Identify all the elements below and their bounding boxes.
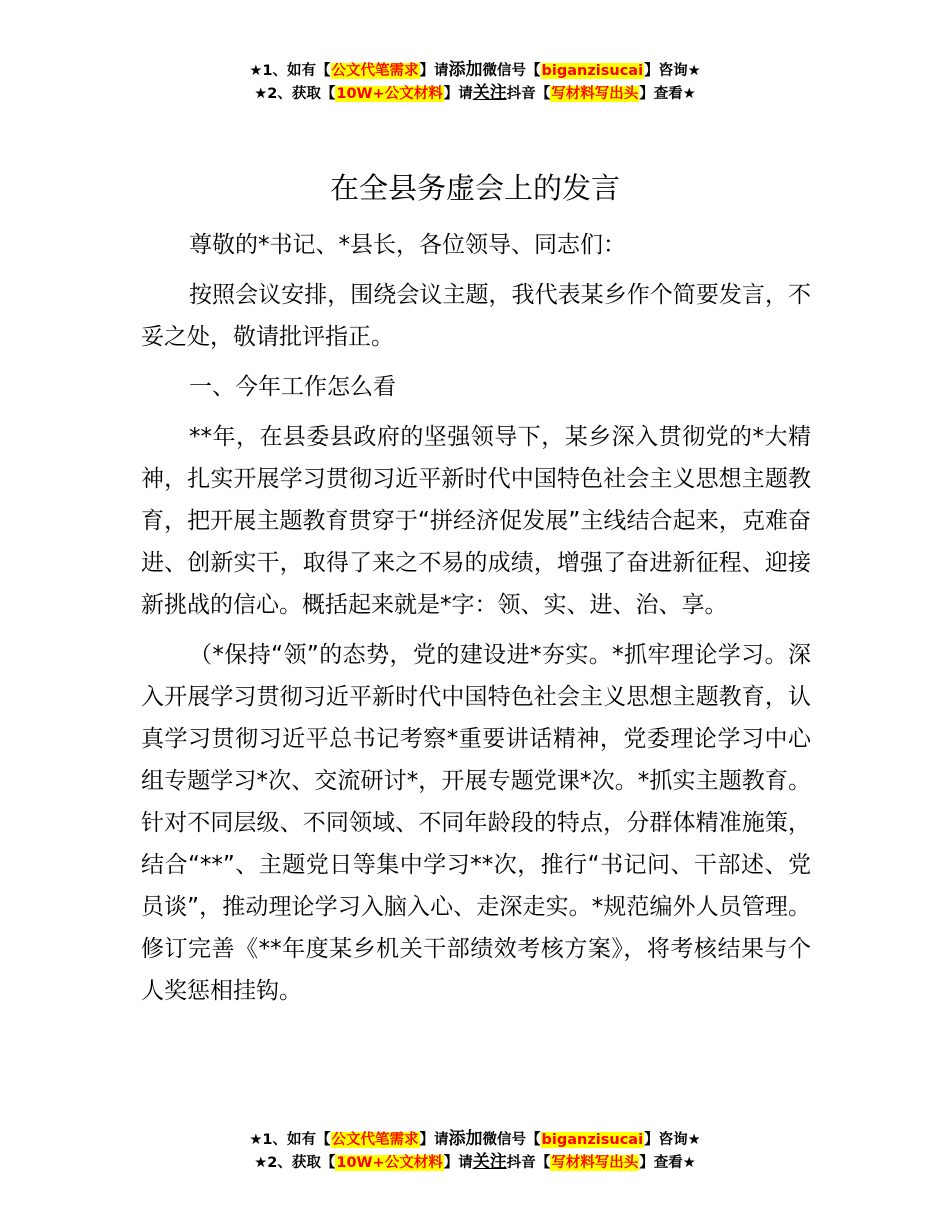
- banner-text: 】查看★: [639, 1155, 696, 1171]
- banner-highlight-douyin-account: 写材料写出头: [551, 86, 639, 102]
- body-paragraph: （*保持“领”的态势，党的建设进*夯实。*抓牢理论学习。深入开展学习贯彻习近平新时代中国特色社会主义思想主题教育，认真学习贯彻习近平总书记考察*重要讲话精神，党委理论学习中心组专题学习*次、交流研讨*，开展专题党课*次。*抓实主题教育。针对不同层级、不同领域、不同年龄段的特点，分群体精准施策，结合“**”、主题党日等集中学习**次，推行“书记问、干部述、党员谈”，推动理论学习入脑入心、走深走实。*规范编外人员管理。修订完善《**年度某乡机关干部绩效考核方案》，将考核结果与个人奖惩相挂钩。: [141, 642, 811, 1004]
- banner-text: 】请: [419, 63, 449, 79]
- document-body: [141, 224, 811, 1012]
- body-paragraph: **年，在县委县政府的坚强领导下，某乡深入贯彻党的*大精神，扎实开展学习贯彻习近平新时代中国特色社会主义思想主题教育，把开展主题教育贯穿于“拼经济促发展”主线结合起来，克难奋进、创新实干，取得了来之不易的成绩，增强了奋进新征程、迎接新挑战的信心。概括起来就是*字：领、实、进、治、享。: [141, 424, 811, 618]
- banner-highlight-wechat-id: biganzisucai: [541, 63, 644, 79]
- banner-text: 】请: [419, 1132, 449, 1148]
- banner-emphasis-follow: 关注: [472, 83, 507, 103]
- banner-text: 】查看★: [639, 86, 696, 102]
- banner-text: ★1、如有【: [249, 63, 331, 79]
- banner-line-1: [0, 59, 950, 82]
- banner-highlight-materials: 10W+公文材料: [336, 86, 443, 102]
- footer-banner: [0, 1128, 950, 1174]
- banner-text: 抖音【: [506, 86, 551, 102]
- banner-line-2: [0, 1151, 950, 1174]
- banner-highlight-materials: 10W+公文材料: [336, 1155, 443, 1171]
- salutation-paragraph: 尊敬的*书记、*县长，各位领导、同志们：: [189, 232, 626, 258]
- banner-emphasis-add: 添加: [448, 1129, 483, 1149]
- banner-emphasis-add: 添加: [448, 60, 483, 80]
- header-banner: [0, 59, 950, 105]
- banner-highlight-douyin-account: 写材料写出头: [551, 1155, 639, 1171]
- banner-line-1: [0, 1128, 950, 1151]
- banner-line-2: [0, 82, 950, 105]
- banner-highlight-writing-service: 公文代笔需求: [331, 63, 419, 79]
- banner-emphasis-follow: 关注: [472, 1152, 507, 1172]
- banner-highlight-writing-service: 公文代笔需求: [331, 1132, 419, 1148]
- banner-text: 抖音【: [506, 1155, 551, 1171]
- banner-text: 微信号【: [482, 63, 541, 79]
- banner-text: ★2、获取【: [254, 86, 336, 102]
- banner-text: ★2、获取【: [254, 1155, 336, 1171]
- banner-text: 】请: [443, 1155, 473, 1171]
- banner-text: 微信号【: [482, 1132, 541, 1148]
- banner-text: ★1、如有【: [249, 1132, 331, 1148]
- section-heading: 一、今年工作怎么看: [189, 374, 396, 400]
- banner-highlight-wechat-id: biganzisucai: [541, 1132, 644, 1148]
- banner-text: 】咨询★: [644, 63, 701, 79]
- document-title: 在全县务虚会上的发言: [329, 171, 620, 205]
- intro-paragraph: 按照会议安排，围绕会议主题，我代表某乡作个简要发言，不妥之处，敬请批评指正。: [141, 282, 811, 350]
- banner-text: 】请: [443, 86, 473, 102]
- banner-text: 】咨询★: [644, 1132, 701, 1148]
